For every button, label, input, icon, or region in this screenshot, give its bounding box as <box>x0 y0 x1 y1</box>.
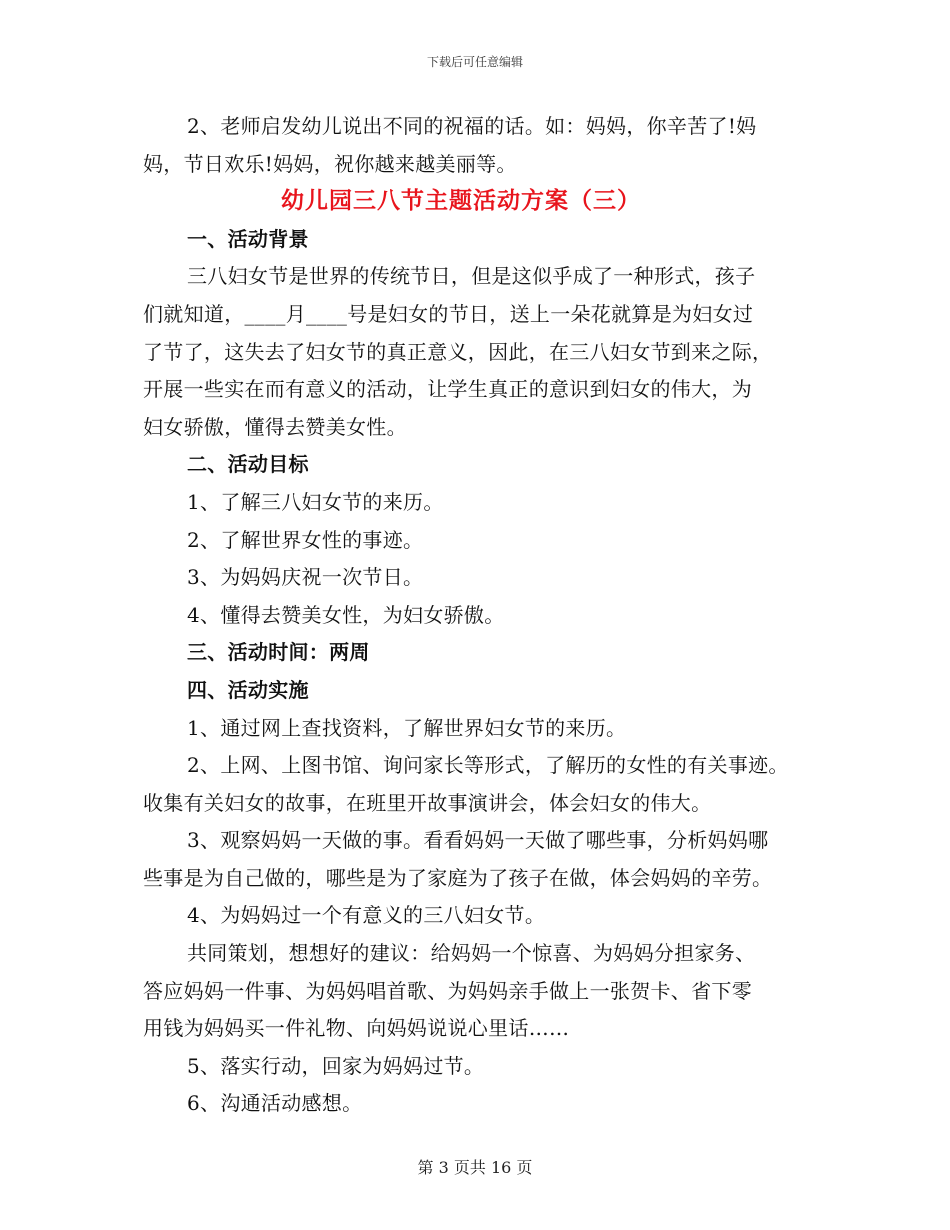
list-item: 1、通过网上查找资料，了解世界妇女节的来历。 <box>187 715 627 740</box>
section-heading-background: 一、活动背景 <box>187 226 309 251</box>
paragraph-line: 开展一些实在而有意义的活动，让学生真正的意识到妇女的伟大，为 <box>143 377 752 402</box>
page-footer: 第 3 页共 16 页 <box>417 1158 533 1177</box>
paragraph-line: 们就知道，____月____号是妇女的节日，送上一朵花就算是为妇女过 <box>143 301 754 326</box>
section-heading-time: 三、活动时间：两周 <box>187 640 370 665</box>
list-item: 1、了解三八妇女节的来历。 <box>187 489 444 514</box>
list-item: 3、观察妈妈一天做的事。看看妈妈一天做了哪些事，分析妈妈哪 <box>187 828 769 853</box>
header-note: 下载后可任意编辑 <box>426 55 523 69</box>
paragraph-line: 三八妇女节是世界的传统节日，但是这似乎成了一种形式，孩子 <box>187 264 756 289</box>
section-heading-implementation: 四、活动实施 <box>187 677 309 702</box>
page-title: 幼儿园三八节主题活动方案（三） <box>281 188 641 215</box>
paragraph-line: 答应妈妈一件事、为妈妈唱首歌、为妈妈亲手做上一张贺卡、省下零 <box>143 978 752 1003</box>
paragraph-line: 妈，节日欢乐!妈妈，祝你越来越美丽等。 <box>143 151 517 176</box>
paragraph-line: 共同策划，想想好的建议：给妈妈一个惊喜、为妈妈分担家务、 <box>187 941 756 966</box>
list-item: 4、为妈妈过一个有意义的三八妇女节。 <box>187 903 546 928</box>
list-item: 2、上网、上图书馆、询问家长等形式，了解历的女性的有关事迹。 <box>187 753 789 778</box>
paragraph-line: 妇女骄傲，懂得去赞美女性。 <box>143 414 407 439</box>
paragraph-line: 2、老师启发幼儿说出不同的祝福的话。如：妈妈，你辛苦了!妈 <box>187 114 757 138</box>
list-item: 3、为妈妈庆祝一次节日。 <box>187 565 424 590</box>
section-heading-goals: 二、活动目标 <box>187 452 309 477</box>
paragraph-line: 收集有关妇女的故事，在班里开故事演讲会，体会妇女的伟大。 <box>143 790 712 815</box>
list-item: 5、落实行动，回家为妈妈过节。 <box>187 1053 485 1078</box>
paragraph-line: 了节了，这失去了妇女节的真正意义，因此，在三八妇女节到来之际， <box>143 339 773 364</box>
paragraph-line: 用钱为妈妈买一件礼物、向妈妈说说心里话…… <box>143 1016 570 1041</box>
paragraph-line: 些事是为自己做的，哪些是为了家庭为了孩子在做，体会妈妈的辛劳。 <box>143 865 773 890</box>
list-item: 6、沟通活动感想。 <box>187 1091 363 1116</box>
document-body <box>143 108 823 1123</box>
list-item: 4、懂得去赞美女性，为妇女骄傲。 <box>187 602 505 627</box>
list-item: 2、了解世界女性的事迹。 <box>187 527 424 552</box>
